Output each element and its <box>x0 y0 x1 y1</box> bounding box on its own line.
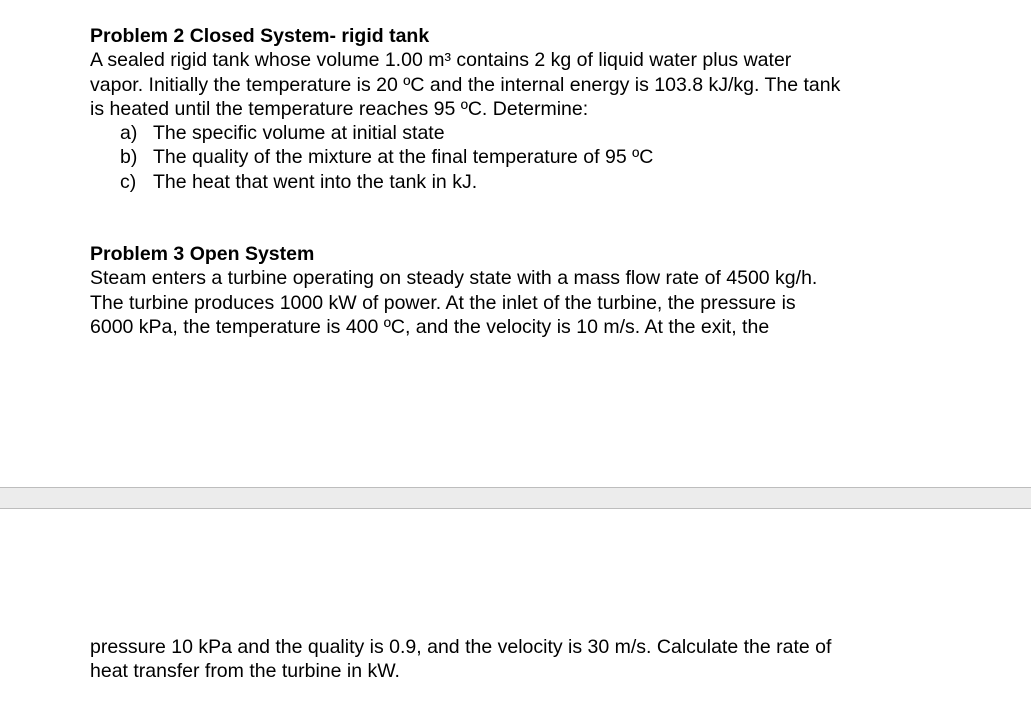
problem-3-line-2: The turbine produces 1000 kW of power. At the inlet of the turbine, the pressure is <box>90 291 796 314</box>
problem-3-line-3: 6000 kPa, the temperature is 400 ºC, and the velocity is 10 m/s. At the exit, the <box>90 315 770 338</box>
list-item-text: The quality of the mixture at the final temperature of 95 ºC <box>153 146 654 169</box>
list-item-text: The heat that went into the tank in kJ. <box>153 170 478 193</box>
list-marker: b) <box>120 146 138 169</box>
problem-3-line-5: heat transfer from the turbine in kW. <box>90 660 400 683</box>
problem-2-question-list <box>90 121 950 194</box>
list-marker: a) <box>120 122 138 145</box>
problem-2-line-1: A sealed rigid tank whose volume 1.00 m³ contains 2 kg of liquid water plus water <box>90 49 792 72</box>
document-page-2 <box>0 509 1031 705</box>
problem-2-line-2: vapor. Initially the temperature is 20 ºC and the internal energy is 103.8 kJ/kg. The tank <box>90 73 841 96</box>
problem-3-line-1: Steam enters a turbine operating on steady state with a mass flow rate of 4500 kg/h. <box>90 267 818 290</box>
problem-2-title: Problem 2 Closed System- rigid tank <box>90 25 430 47</box>
problem-2-section <box>90 24 950 194</box>
page-break <box>0 487 1031 509</box>
problem-3-section <box>90 242 950 339</box>
list-item <box>90 170 950 194</box>
problem-3-continued <box>90 635 950 684</box>
list-item <box>90 121 950 145</box>
list-item-text: The specific volume at initial state <box>153 122 445 145</box>
list-item <box>90 145 950 169</box>
problem-3-line-4: pressure 10 kPa and the quality is 0.9, and the velocity is 30 m/s. Calculate the rate of <box>90 636 832 658</box>
problem-3-title: Problem 3 Open System <box>90 243 315 265</box>
list-marker: c) <box>120 170 137 193</box>
problem-2-line-3: is heated until the temperature reaches 95 ºC. Determine: <box>90 97 589 120</box>
